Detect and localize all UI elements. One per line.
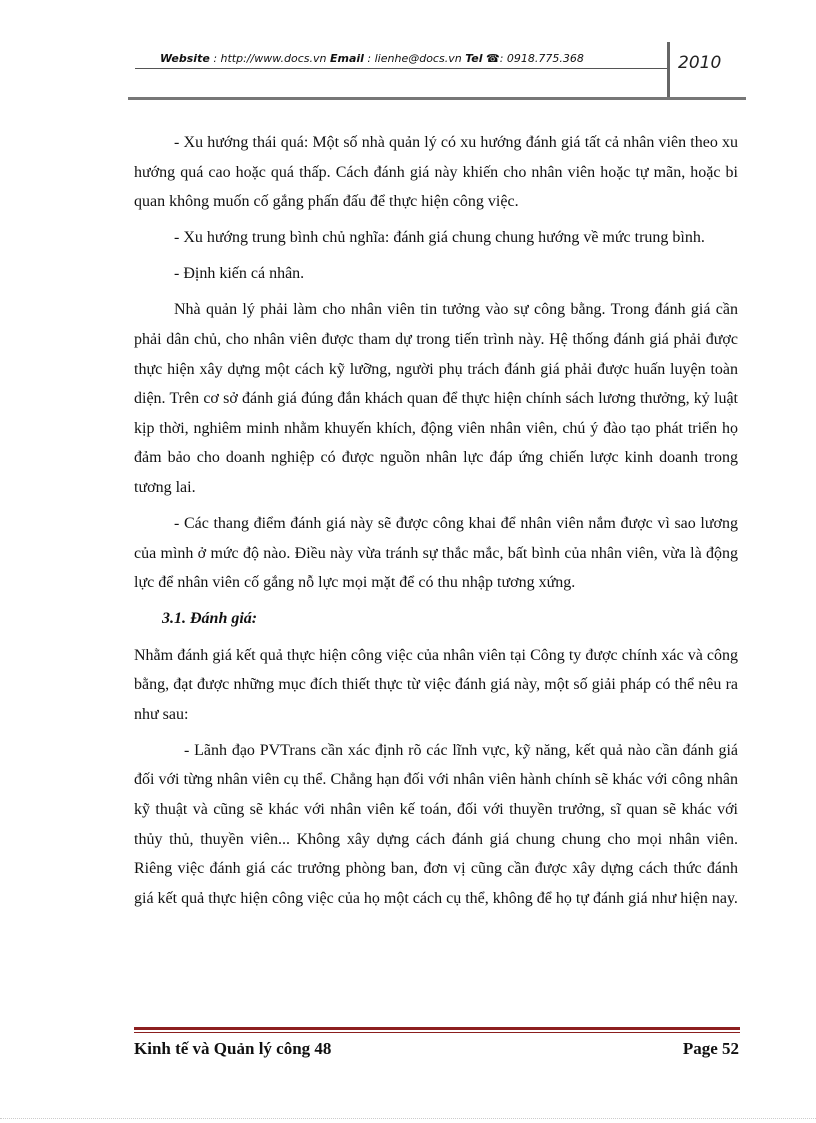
email-label: Email	[329, 52, 364, 65]
website-label: Website	[160, 52, 210, 65]
section-intro: Nhằm đánh giá kết quả thực hiện công việc của nhân viên tại Công ty được chính xác và công bằng, đạt được những mục đích thiết thực từ việc đánh giá này, một số giải pháp có thể nêu ra như sau:	[134, 646, 738, 723]
website-value[interactable]: : http://www.docs.vn	[213, 52, 327, 65]
footer-title: Kinh tế và Quản lý công 48	[134, 1039, 332, 1058]
tel-value: : 0918.775.368	[499, 52, 584, 65]
section-heading: 3.1. Đánh giá:	[162, 610, 258, 628]
footer-rule-thin	[134, 1032, 740, 1033]
page-number: Page 52	[682, 1039, 739, 1058]
paragraph: - Xu hướng trung bình chủ nghĩa: đánh giá chung chung hướng về mức trung bình.	[174, 229, 705, 247]
paragraph: - Các thang điểm đánh giá này sẽ được công khai để nhân viên nắm được vì sao lương của mình ở mức độ nào. Điều này vừa tránh sự thắc mắc, bất bình của nhân viên, vừa là động lực để nhân viên cố gắng nỗ lực mọi mặt để có thu nhập tương xứng.	[134, 515, 738, 592]
section-item: - Lãnh đạo PVTrans cần xác định rõ các lĩnh vực, kỹ năng, kết quả nào cần đánh giá đối với từng nhân viên cụ thể. Chẳng hạn đối với nhân viên hành chính sẽ khác với công nhân kỹ thuật và cũng sẽ khác với nhân viên kế toán, đối với thuyền trưởng, sĩ quan sẽ khác với thủy thủ, thuyền viên... Không xây dựng cách đánh giá chung chung cho mọi nhân viên. Riêng việc đánh giá các trưởng phòng ban, đơn vị cũng cần được xây dựng cách thức đánh giá kết quả thực hiện công việc của họ một cách cụ thể, không để họ tự đánh giá như hiện nay.	[134, 741, 738, 907]
tel-label: Tel	[465, 52, 483, 65]
phone-icon: ☎	[486, 52, 500, 65]
page-body	[134, 128, 738, 920]
paragraph: Nhà quản lý phải làm cho nhân viên tin tưởng vào sự công bằng. Trong đánh giá cần phải dân chủ, cho nhân viên được tham dự trong tiến trình này. Hệ thống đánh giá phải được thực hiện xây dựng một cách kỹ lưỡng, người phụ trách đánh giá phải được huấn luyện toàn diện. Trên cơ sở đánh giá đúng đắn khách quan để thực hiện chính sách lương thưởng, kỷ luật kịp thời, nghiêm minh nhằm khuyến khích, động viên nhân viên, chú ý đào tạo phát triển họ đảm bảo cho doanh nghiệp có được nguồn nhân lực đáp ứng chiến lược kinh doanh trong tương lai.	[134, 301, 738, 497]
email-value[interactable]: : lienhe@docs.vn	[367, 52, 462, 65]
page-edge	[0, 1118, 816, 1120]
header-rule	[128, 97, 746, 100]
header-contact-line	[160, 52, 584, 65]
header-divider	[667, 42, 670, 100]
paragraph: - Xu hướng thái quá: Một số nhà quản lý có xu hướng đánh giá tất cả nhân viên theo xu hướng quá cao hoặc quá thấp. Cách đánh giá này khiến cho nhân viên hoặc tự mãn, hoặc bi quan không muốn cố gắng phấn đấu để thực hiện công việc.	[134, 134, 738, 211]
header-underline	[135, 68, 667, 69]
paragraph: - Định kiến cá nhân.	[174, 265, 305, 283]
header-year: 2010	[678, 53, 722, 73]
footer-rule	[134, 1027, 740, 1030]
